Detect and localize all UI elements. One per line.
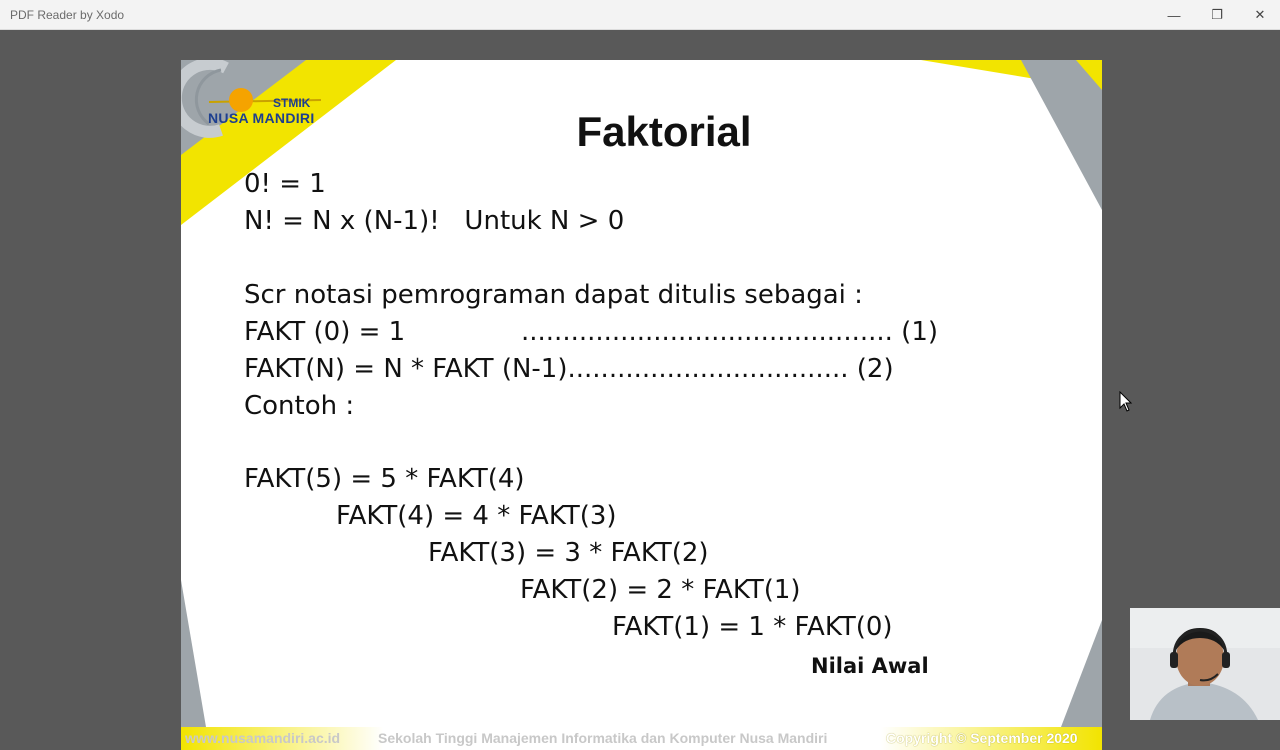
- mouse-cursor-icon: [1119, 391, 1133, 413]
- restore-icon: ❐: [1211, 7, 1223, 22]
- webcam-overlay: [1130, 608, 1280, 720]
- text-line: N! = N x (N-1)! Untuk N > 0: [244, 206, 625, 236]
- presenter-image: [1130, 608, 1280, 720]
- text-line: FAKT(2) = 2 * FAKT(1): [520, 575, 801, 605]
- text-line: ............................................. (1): [521, 317, 939, 347]
- footer-school-name: Sekolah Tinggi Manajemen Informatika dan Komputer Nusa Mandiri: [378, 730, 828, 746]
- logo-text-stmik: STMIK: [273, 96, 311, 110]
- close-button[interactable]: [1238, 0, 1280, 30]
- restore-button[interactable]: [1195, 0, 1239, 30]
- text-line: Scr notasi pemrograman dapat ditulis sebagai :: [244, 280, 863, 310]
- minimize-icon: —: [1167, 7, 1181, 23]
- text-line: Contoh :: [244, 391, 355, 421]
- window-title: PDF Reader by Xodo: [10, 8, 125, 22]
- footer-copyright: Copyright © September 2020: [886, 730, 1078, 746]
- pdf-page: [181, 60, 1102, 750]
- slide-title: Faktorial: [576, 108, 752, 155]
- nilai-awal-label: Nilai Awal: [811, 654, 929, 678]
- text-line: FAKT(4) = 4 * FAKT(3): [336, 501, 617, 531]
- close-icon: ✕: [1254, 7, 1266, 22]
- text-line: FAKT(3) = 3 * FAKT(2): [428, 538, 709, 568]
- slide-footer: [181, 727, 1102, 750]
- text-line: FAKT(5) = 5 * FAKT(4): [244, 464, 525, 494]
- window-titlebar: [0, 0, 1280, 30]
- text-line: 0! = 1: [244, 169, 326, 199]
- text-line: FAKT(N) = N * FAKT (N-1).................................. (2): [244, 354, 894, 384]
- footer-url: www.nusamandiri.ac.id: [185, 730, 341, 746]
- text-line: FAKT(1) = 1 * FAKT(0): [612, 612, 893, 642]
- minimize-button[interactable]: [1152, 0, 1196, 30]
- text-line: FAKT (0) = 1: [244, 317, 406, 347]
- document-viewer[interactable]: [0, 30, 1280, 746]
- logo-text-nusa-mandiri: NUSA MANDIRI: [208, 110, 315, 126]
